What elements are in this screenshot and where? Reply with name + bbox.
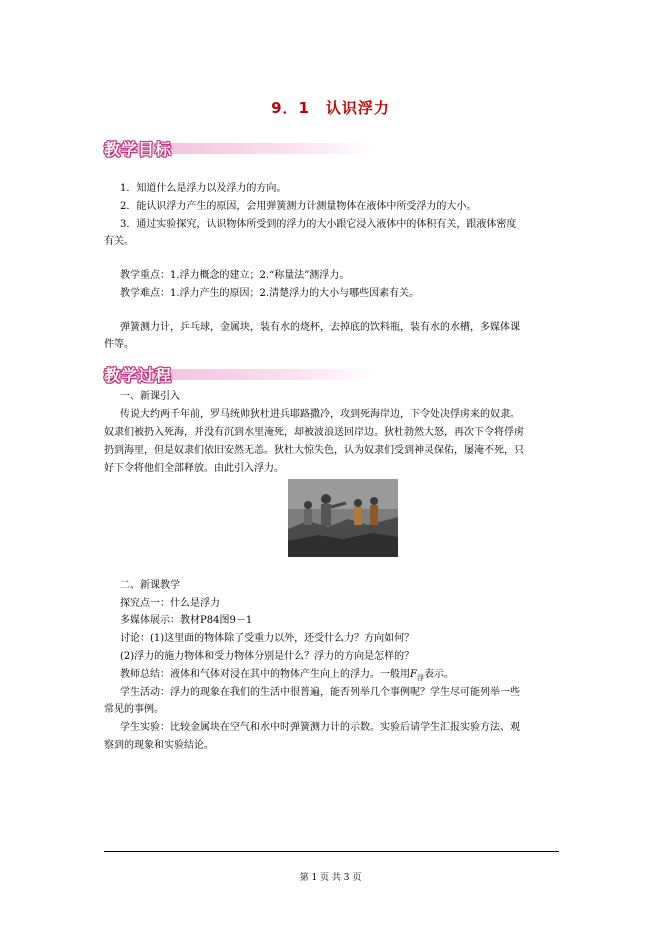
section-label-process: 教学过程: [104, 366, 173, 385]
summary-suffix: 表示。: [423, 669, 454, 680]
buoyancy-symbol-subscript: 浮: [416, 674, 424, 682]
section-banner-goals: [104, 137, 374, 159]
key-points: 教学重点：1.浮力概念的建立；2.“称量法”测浮力。: [120, 270, 350, 281]
illustration-drawing: [288, 479, 398, 557]
teacher-summary: [120, 668, 454, 685]
dead-sea-illustration: [288, 479, 398, 557]
activity-line-1: 学生活动：浮力的现象在我们的生活中很普遍，能否列举几个事例呢？学生尽可能列举一些: [120, 687, 520, 698]
intro-line-4: 好下令将他们全部释放。由此引入浮力。: [104, 463, 284, 474]
experiment-line-2: 察到的现象和实验结论。: [104, 740, 214, 751]
page-number: 第 1 页 共 3 页: [299, 873, 362, 883]
summary-prefix: 教师总结：液体和气体对浸在其中的物体产生向上的浮力。一般用: [120, 669, 410, 680]
section-banner-process: [104, 363, 374, 385]
intro-line-2: 奴隶们被扔入死海，并没有沉到水里淹死，却被波浪送回岸边。狄杜勃然大怒，再次下令将俘虏: [104, 427, 524, 438]
page-title: 9．1 认识浮力: [271, 99, 390, 117]
goal-line-2: 2．能认识浮力产生的原因，会用弹簧测力计测量物体在液体中所受浮力的大小。: [120, 201, 477, 212]
footer-divider: [104, 851, 559, 852]
goal-line-4: 有关。: [104, 236, 134, 247]
section-label-goals: 教学目标: [104, 140, 173, 159]
activity-line-2: 常见的事例。: [104, 704, 164, 715]
inquiry-point: 探究点一：什么是浮力: [120, 598, 220, 609]
teaching-heading: 二、新课教学: [120, 580, 180, 591]
materials-line-1: 弹簧测力计，乒乓球，金属块，装有水的烧杯，去掉底的饮料瓶，装有水的水槽，多媒体课: [120, 322, 520, 333]
experiment-line-1: 学生实验：比较金属块在空气和水中时弹簧测力计的示数。实验后请学生汇报实验方法、观: [120, 722, 520, 733]
goal-line-3: 3．通过实验探究，认识物体所受到的浮力的大小跟它浸入液体中的体积有关，跟液体密度: [120, 219, 517, 230]
difficulties: 教学难点：1.浮力产生的原因；2.清楚浮力的大小与哪些因素有关。: [120, 288, 420, 299]
media-display: 多媒体展示：教材P84图9－1: [120, 615, 253, 626]
intro-line-3: 扔到海里，但是奴隶们依旧安然无恙。狄杜大惊失色，认为奴隶们受到神灵保佑，屡淹不死，只: [104, 445, 524, 456]
buoyancy-symbol: F: [410, 669, 417, 680]
discussion-q1: 讨论：(1)这里面的物体除了受重力以外，还受什么力？方向如何？: [120, 633, 415, 644]
goal-line-1: 1．知道什么是浮力以及浮力的方向。: [120, 183, 287, 194]
intro-line-1: 传说大约两千年前，罗马统帅狄杜进兵耶路撒冷，攻到死海岸边，下令处决俘虏来的奴隶。: [120, 409, 520, 420]
materials-line-2: 件等。: [104, 339, 134, 350]
discussion-q2: (2)浮力的施力物体和受力物体分别是什么？浮力的方向是怎样的？: [120, 651, 415, 662]
intro-heading: 一、新课引入: [120, 391, 180, 402]
